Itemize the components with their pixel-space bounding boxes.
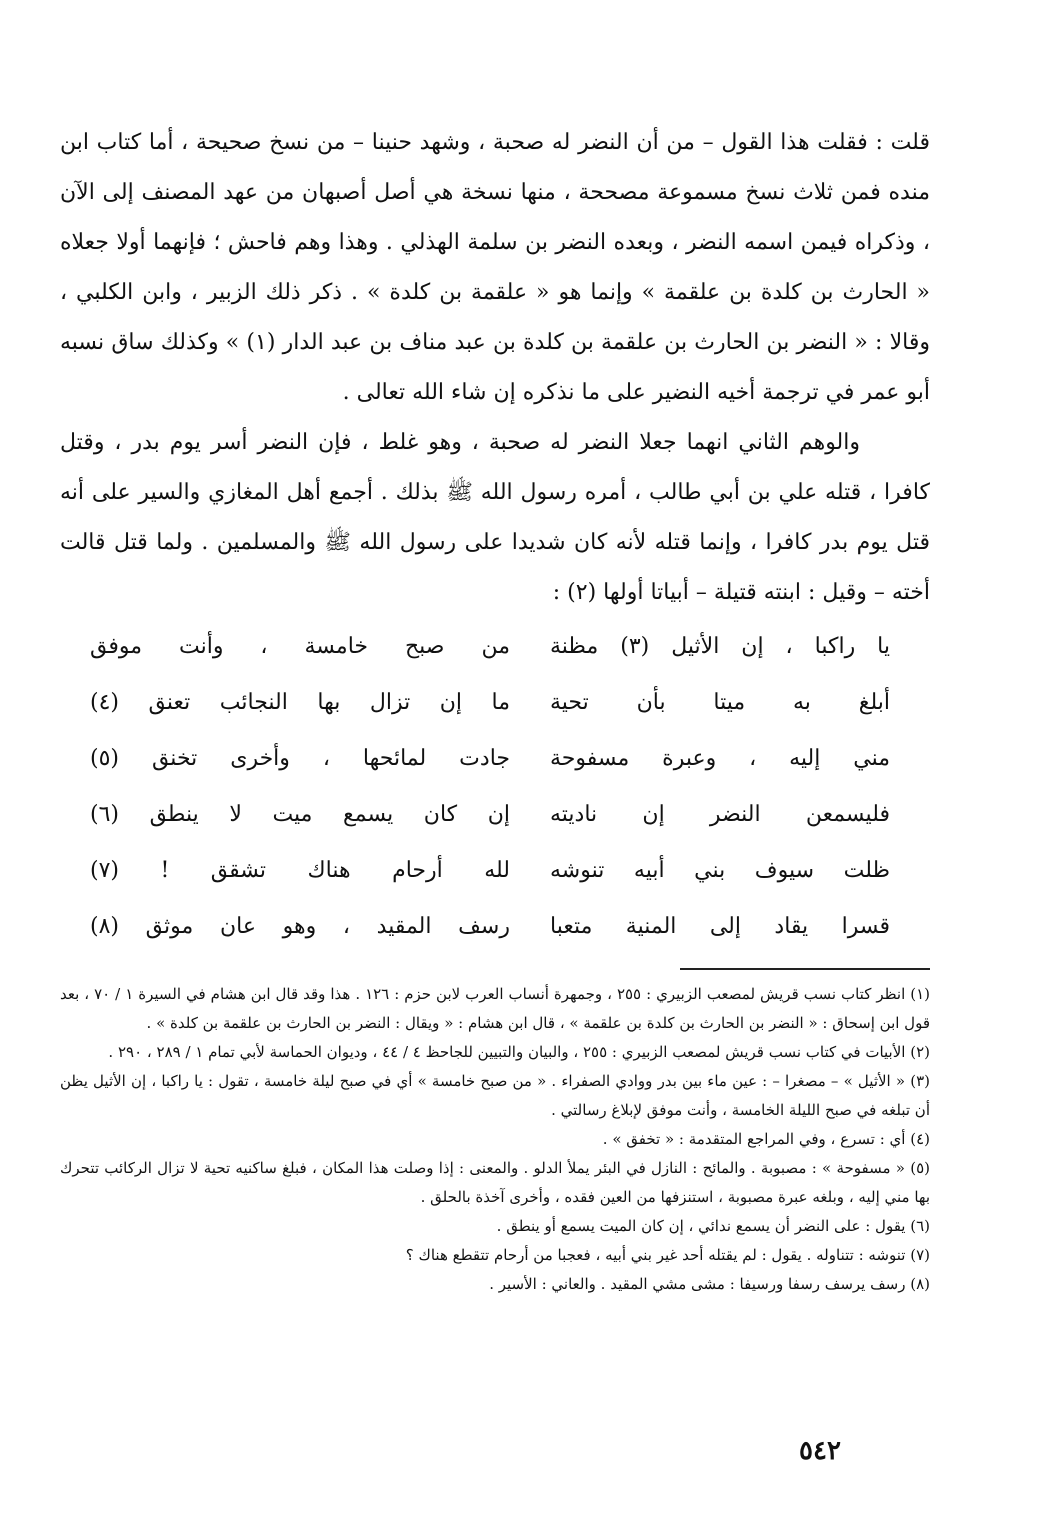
paragraph-2: والوهم الثاني انهما جعلا النضر له صحبة ، وهو غلط ، فإن النضر أسر يوم بدر ، وقتل كافرا ، قتله علي بن أبي طالب ، أمره رسول الله ﷺ بذلك . أجمع أهل المغازي والسير على أنه قتل يوم بدر كافرا ، وإنما قتله لأنه كان شديدا على رسول الله ﷺ والمسلمين . ولما قتل قالت أخته – وقيل : ابنته قتيلة – أبياتا أولها (٢) : [60, 430, 930, 605]
footnote: (٦) يقول : على النضر أن يسمع ندائي ، إن كان الميت يسمع أو ينطق . [496, 1217, 930, 1235]
poem-verse [90, 842, 890, 898]
poem-second-hemistich: إن كان يسمع ميت لا ينطق (٦) [90, 801, 510, 827]
footnote: (٤) أي : تسرع ، وفي المراجع المتقدمة : « تخفق » . [602, 1130, 930, 1148]
poem-first-hemistich: ظلت سيوف بني أبيه تنوشه [550, 857, 890, 883]
footnote: (٧) تنوشه : تتناوله . يقول : لم يقتله أحد غير بني أبيه ، فعجبا من أرحام تتقطع هناك ؟ [405, 1246, 930, 1264]
main-text [60, 118, 930, 618]
poem-first-hemistich: قسرا يقاد إلى المنية متعبا [550, 913, 890, 939]
poem [90, 618, 890, 954]
poem-first-hemistich: يا راكبا ، إن الأثيل (٣) مظنة [550, 633, 890, 659]
poem-first-hemistich: مني إليه ، وعبرة مسفوحة [550, 745, 890, 771]
poem-first-hemistich: أبلغ به ميتا بأن تحية [550, 689, 890, 715]
poem-first-hemistich: فليسمعن النضر إن ناديته [550, 801, 890, 827]
poem-verse [90, 898, 890, 954]
footnote: (٢) الأبيات في كتاب نسب قريش لمصعب الزبيري : ٢٥٥ ، والبيان والتبيين للجاحظ ٤ / ٤٤ ، وديوان الحماسة لأبي تمام ١ / ٢٨٩ ، ٢٩٠ . [108, 1043, 930, 1061]
poem-verse [90, 618, 890, 674]
footnote: (١) انظر كتاب نسب قريش لمصعب الزبيري : ٢٥٥ ، وجمهرة أنساب العرب لابن حزم : ١٢٦ . هذا وقد قال ابن هشام في السيرة ١ / ٧٠ ، بعد قول ابن إسحاق : « النضر بن الحارث بن كلدة بن علقمة » ، قال ابن هشام : « ويقال : النضر بن الحارث بن علقمة بن كلدة » . [60, 985, 930, 1032]
poem-second-hemistich: رسف المقيد ، وهو عان موثق (٨) [90, 913, 510, 939]
poem-second-hemistich: جادت لمائحها ، وأخرى تخنق (٥) [90, 745, 510, 771]
poem-second-hemistich: من صبح خامسة ، وأنت موفق [90, 633, 510, 659]
poem-second-hemistich: ما إن تزال بها النجائب تعنق (٤) [90, 689, 510, 715]
poem-verse [90, 730, 890, 786]
page-number: ٥٤٢ [799, 1436, 841, 1466]
footnote: (٨) رسف يرسف رسفا ورسيفا : مشى مشي المقيد . والعاني : الأسير . [489, 1275, 930, 1293]
footnotes [60, 980, 930, 1299]
footnote-divider [680, 968, 930, 970]
poem-second-hemistich: لله أرحام هناك تشقق ! (٧) [90, 857, 510, 883]
footnote: (٥) « مسفوحة » : مصبوبة . والمائح : النازل في البئر يملأ الدلو . والمعنى : إذا وصلت هذا المكان ، فبلغ ساكنيه تحية لا تزال الركائب تتحرك بها مني إليه ، وبلغه عبرة مصبوبة ، استنزفها من العين فقده ، وأخرى آخذة بالحلق . [60, 1159, 930, 1206]
footnote: (٣) « الأثيل » – مصغرا – : عين ماء بين بدر ووادي الصفراء . « من صبح خامسة » أي في صبح ليلة خامسة ، تقول : يا راكبا ، إن الأثيل يظن أن تبلغه في صبح الليلة الخامسة ، وأنت موفق لإبلاغ رسالتي . [60, 1072, 930, 1119]
paragraph-1: قلت : فقلت هذا القول – من أن النضر له صحبة ، وشهد حنينا – من نسخ صحيحة ، أما كتاب ابن منده فمن ثلاث نسخ مسموعة مصححة ، منها نسخة هي أصل أصبهان من عهد المصنف إلى الآن ، وذكراه فيمن اسمه النضر ، وبعده النضر بن سلمة الهذلي . وهذا وهم فاحش ؛ فإنهما أولا جعلاه « الحارث بن كلدة بن علقمة » وإنما هو « علقمة بن كلدة » . ذكر ذلك الزبير ، وابن الكلبي ، وقالا : « النضر بن الحارث بن علقمة بن كلدة بن عبد مناف بن عبد الدار (١) » وكذلك ساق نسبه أبو عمر في ترجمة أخيه النضير على ما نذكره إن شاء الله تعالى . [60, 130, 930, 405]
poem-verse [90, 674, 890, 730]
poem-verse [90, 786, 890, 842]
